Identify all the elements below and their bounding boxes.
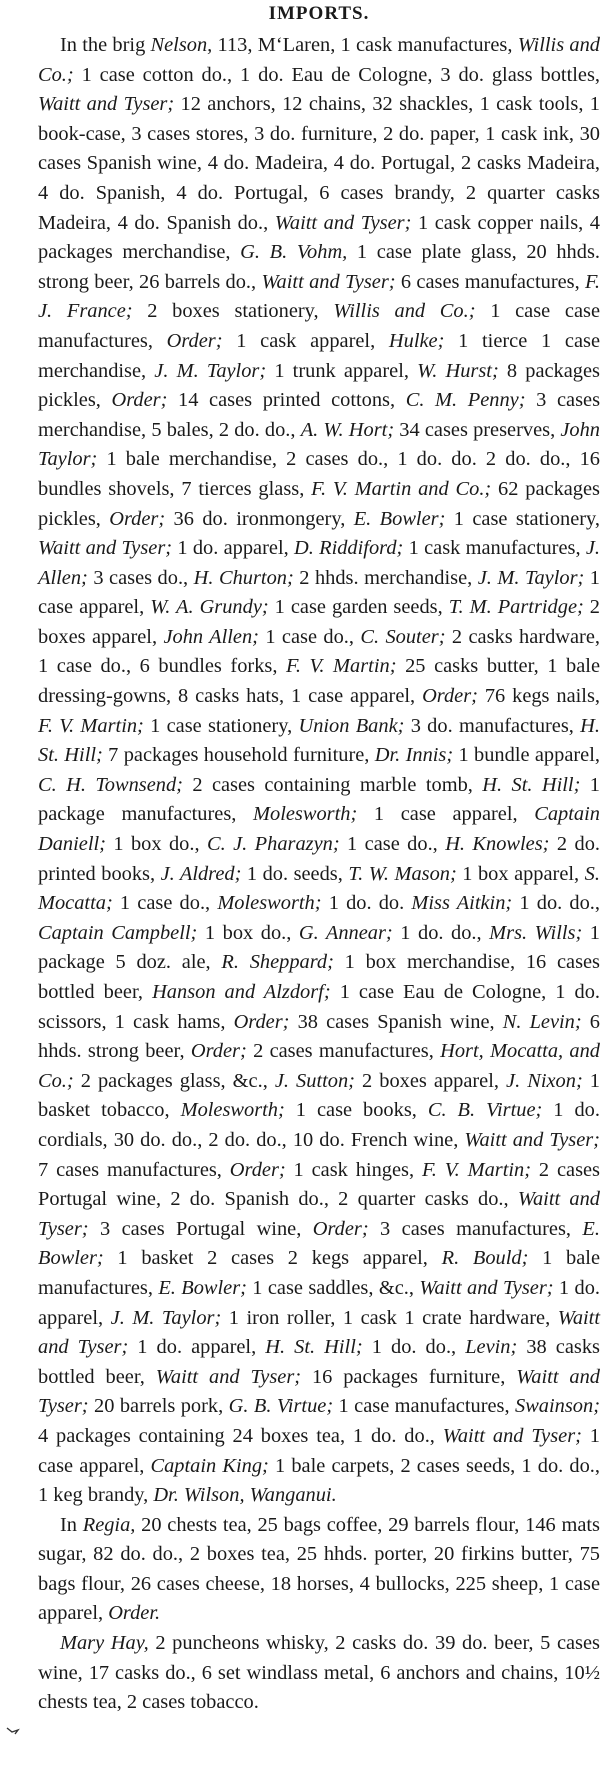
ink-mark-icon: [6, 1726, 20, 1736]
text-run: 2 casks hardware, 1 case do., 6 bundles forks,: [38, 625, 600, 678]
text-run: 76 kegs nails,: [477, 685, 601, 708]
text-run: 1 box apparel,: [456, 862, 585, 885]
italic-name: John Taylor;: [38, 418, 600, 471]
text-run: 1 do. seeds,: [241, 862, 349, 885]
text-run: 2 cases Portugal wine, 2 do. Spanish do., 2 quarter casks do.,: [38, 1158, 600, 1211]
italic-name: Waitt and Tyser;: [38, 1365, 600, 1418]
paragraph-regia: [38, 1511, 600, 1629]
italic-name: Waitt and Tyser;: [155, 1365, 302, 1388]
text-run: 2 packages glass, &c.,: [73, 1069, 275, 1092]
text-run: 1 do. apparel,: [172, 537, 294, 560]
italic-name: Waitt and Tyser;: [38, 1306, 601, 1359]
text-run: 1 case garden seeds,: [268, 596, 449, 619]
text-run: 7 cases manufactures,: [38, 1158, 230, 1181]
text-run: 12 anchors, 12 chains, 32 shackles, 1 cask tools, 1 book-case, 3 cases stores, 3 do. furniture, 2 do. paper, 1 cask ink, 30 cases Spanish wine, 4 do. Madeira, 4 do. Portugal, 2 casks Madeira, 4 do. Spanish, 4 do. Portugal, 6 cases brandy, 2 quarter casks Madeira, 4 do. Spanish do.,: [38, 93, 600, 234]
italic-name: Order;: [233, 1010, 290, 1033]
text-run: 1 bale carpets, 2 cases seeds, 1 do. do., 1 keg brandy,: [38, 1454, 600, 1507]
text-run: 1 do. do.: [321, 892, 412, 915]
text-run: 25 casks butter, 1 bale dressing-gowns, 8 casks hats, 1 case apparel,: [38, 655, 600, 708]
text-run: 1 basket tobacco,: [38, 1069, 600, 1122]
text-run: 62 packages pickles,: [38, 477, 600, 530]
italic-name: R. Sheppard;: [221, 951, 334, 974]
italic-name: Hulke;: [388, 329, 445, 352]
italic-name: F. V. Martin;: [421, 1158, 532, 1181]
text-run: 7 packages household furniture,: [102, 744, 375, 767]
italic-name: Waitt and Tyser;: [464, 1128, 600, 1151]
italic-name: Waitt and Tyser;: [261, 270, 396, 293]
text-run: 2 do. printed books,: [38, 833, 600, 885]
italic-name: Order;: [166, 329, 223, 352]
text-run: 8 packages pickles,: [38, 359, 600, 412]
italic-name: F. V. Martin;: [38, 714, 144, 737]
text-run: 2 puncheons whisky, 2 casks do. 39 do. beer, 5 cases wine, 17 casks do., 6 set windlass metal, 6 anchors and chains, 10½ chests tea, 2 cases tobacco.: [38, 1632, 600, 1714]
italic-name: Dr. Innis;: [374, 744, 454, 767]
italic-name: H. Knowles;: [445, 833, 550, 856]
italic-name: Nelson,: [150, 34, 213, 56]
text-run: 1 case apparel,: [38, 566, 600, 619]
italic-name: Order;: [190, 1040, 247, 1063]
italic-name: C. Souter;: [360, 625, 446, 648]
italic-name: F. V. Martin;: [286, 655, 397, 678]
italic-name: J. M. Taylor;: [477, 566, 585, 589]
text-run: 38 cases Spanish wine,: [289, 1010, 503, 1033]
italic-name: J. Nixon;: [506, 1069, 583, 1092]
text-run: 16 packages furniture,: [301, 1365, 517, 1388]
text-run: 2 hhds. merchandise,: [293, 566, 478, 589]
text-run: 4 packages containing 24 boxes tea, 1 do. do.,: [38, 1424, 443, 1447]
italic-name: J. M. Taylor;: [110, 1306, 222, 1329]
text-run: 1 trunk apparel,: [266, 359, 418, 382]
text-run: 20 barrels pork,: [88, 1395, 229, 1418]
italic-name: Levin;: [465, 1336, 518, 1359]
text-run: 6 hhds. strong beer,: [38, 1010, 601, 1063]
italic-name: Hanson and Alzdorf;: [152, 981, 331, 1003]
italic-name: Molesworth;: [253, 803, 358, 826]
text-run: 1 bale manufactures,: [38, 1247, 600, 1299]
text-run: 1 case stationery,: [445, 507, 601, 530]
italic-name: Regia,: [82, 1513, 136, 1536]
italic-name: T. W. Mason;: [348, 862, 457, 885]
text-run: 1 basket 2 cases 2 kegs apparel,: [103, 1247, 442, 1270]
italic-name: H. St. Hill;: [265, 1336, 363, 1359]
italic-name: Willis and Co.;: [38, 34, 600, 86]
italic-name: Waitt and Tyser;: [419, 1276, 554, 1299]
italic-name: J. Aldred;: [160, 862, 242, 885]
text-run: 3 cases manufactures,: [368, 1217, 583, 1240]
italic-name: G. B. Virtue;: [228, 1395, 334, 1418]
text-run: 3 cases Portugal wine,: [88, 1217, 313, 1240]
text-run: 1 bale merchandise, 2 cases do., 1 do. do. 2 do. do., 16 bundles shovels, 7 tierces glass,: [38, 448, 600, 500]
italic-name: Miss Aitkin;: [411, 892, 513, 915]
italic-name: D. Riddiford;: [294, 537, 404, 560]
italic-name: Order;: [109, 507, 166, 530]
italic-name: J. Sutton;: [274, 1069, 355, 1092]
section-heading: IMPORTS.: [268, 3, 370, 24]
italic-name: Order;: [229, 1158, 286, 1181]
text-run: 1 case do.,: [258, 625, 361, 648]
italic-name: F. J. France;: [38, 270, 600, 323]
text-run: 1 iron roller, 1 cask 1 crate hardware,: [221, 1306, 558, 1329]
italic-name: N. Levin;: [502, 1010, 582, 1033]
italic-name: H. Churton;: [193, 566, 294, 589]
text-run: 14 cases printed cottons,: [167, 389, 406, 412]
text-run: In the brig: [60, 34, 151, 56]
text-run: 1 do. apparel,: [128, 1336, 266, 1359]
text-run: 2 boxes stationery,: [132, 300, 334, 323]
text-run: 1 case do.,: [112, 892, 218, 915]
italic-name: Hort, Mocatta, and Co.;: [38, 1040, 601, 1092]
italic-name: W. A. Grundy;: [150, 596, 269, 619]
text-run: 1 do. cordials, 30 do. do., 2 do. do., 10 do. French wine,: [38, 1099, 600, 1151]
italic-name: Waitt and Tyser;: [38, 537, 173, 560]
text-run: 36 do. ironmongery,: [165, 507, 354, 530]
imports-article: [38, 31, 600, 1718]
italic-name: E. Bowler;: [38, 1217, 600, 1270]
text-run: In: [60, 1513, 83, 1536]
italic-name: J. M. Taylor;: [154, 359, 267, 382]
text-run: 1 cask hinges,: [285, 1158, 422, 1181]
text-run: 1 do. do.,: [362, 1336, 466, 1359]
italic-name: R. Bould;: [441, 1247, 529, 1270]
text-run: 2 cases manufactures,: [246, 1040, 441, 1063]
text-run: 1 do. apparel,: [38, 1276, 600, 1329]
text-run: 113, M‘Laren, 1 cask manufactures,: [212, 34, 518, 56]
text-run: 1 cask copper nails, 4 packages merchandise,: [38, 211, 600, 264]
italic-name: Waitt and Tyser;: [274, 211, 412, 234]
italic-name: Swainson;: [515, 1395, 600, 1418]
text-run: 1 case Eau de Cologne, 1 do. scissors, 1 cask hams,: [38, 981, 600, 1033]
text-run: 2 boxes apparel,: [354, 1069, 507, 1092]
italic-name: A. W. Hort;: [300, 418, 395, 441]
text-run: 38 casks bottled beer,: [38, 1336, 600, 1388]
italic-name: G. Annear;: [298, 921, 393, 944]
italic-name: Captain King;: [150, 1454, 269, 1477]
text-run: 3 cases do.,: [87, 566, 194, 589]
italic-name: Mary Hay,: [60, 1632, 149, 1655]
text-run: 1 case plate glass, 20 hhds. strong beer, 26 barrels do.,: [38, 241, 600, 293]
text-run: 1 package manufactures,: [38, 773, 600, 826]
text-run: 1 cask manufactures,: [403, 537, 586, 560]
italic-name: G. B. Vohm,: [240, 241, 348, 264]
italic-name: Molesworth;: [217, 892, 322, 915]
text-run: 1 case stationery,: [143, 714, 299, 737]
italic-name: H. St. Hill;: [482, 773, 581, 796]
text-run: 3 cases merchandise, 5 bales, 2 do. do.,: [38, 389, 600, 441]
text-run: 1 do. do.,: [392, 921, 490, 944]
text-run: 34 cases preserves,: [394, 418, 561, 441]
italic-name: C. H. Townsend;: [38, 773, 183, 796]
italic-name: E. Bowler;: [353, 507, 446, 530]
italic-name: C. M. Penny;: [405, 389, 526, 412]
italic-name: John Allen;: [163, 625, 259, 648]
text-run: 1 do. do.,: [512, 892, 600, 915]
text-run: 1 case apparel,: [38, 1424, 600, 1477]
text-run: 20 chests tea, 25 bags coffee, 29 barrels flour, 146 mats sugar, 82 do. do., 2 boxes tea, 25 hhds. porter, 20 firkins butter, 75 bags flour, 26 cases cheese, 18 horses, 4 bullocks, 225 sheep, 1 case apparel,: [38, 1513, 600, 1625]
text-run: 1 case books,: [284, 1099, 428, 1122]
text-run: 1 box merchandise, 16 cases bottled beer,: [38, 951, 600, 1003]
italic-name: T. M. Partridge;: [448, 596, 584, 619]
italic-name: Waitt and Tyser;: [38, 1188, 600, 1240]
italic-name: Molesworth;: [180, 1099, 285, 1122]
italic-name: Captain Campbell;: [38, 921, 198, 944]
text-run: 1 case manufactures,: [333, 1395, 516, 1418]
italic-name: S. Mocatta;: [38, 862, 600, 915]
italic-name: Mrs. Wills;: [489, 921, 583, 944]
text-run: 1 case do.,: [339, 833, 446, 856]
italic-name: Dr. Wilson, Wanganui.: [153, 1484, 337, 1507]
italic-name: E. Bowler;: [158, 1276, 247, 1299]
text-run: 2 boxes apparel,: [38, 596, 600, 648]
text-run: 1 case case manufactures,: [38, 300, 601, 352]
italic-name: H. St. Hill;: [38, 714, 600, 767]
text-run: 1 case apparel,: [357, 803, 535, 826]
text-run: 1 case cotton do., 1 do. Eau de Cologne, 3 do. glass bottles,: [73, 63, 600, 86]
italic-name: Willis and Co.;: [333, 300, 476, 323]
text-run: 1 box do.,: [105, 833, 207, 856]
text-run: 6 cases manufactures,: [395, 270, 586, 293]
italic-name: C. J. Pharazyn;: [207, 833, 340, 856]
italic-name: Order.: [108, 1602, 161, 1625]
italic-name: W. Hurst;: [417, 359, 499, 382]
italic-name: Union Bank;: [298, 714, 405, 737]
paragraph-nelson: [38, 31, 600, 1511]
italic-name: J. Allen;: [38, 537, 600, 589]
italic-name: Waitt and Tyser;: [442, 1424, 582, 1447]
paragraph-mary-hay: [38, 1629, 600, 1718]
text-run: 3 do. manufactures,: [404, 714, 581, 737]
italic-name: Order;: [111, 389, 168, 412]
italic-name: C. B. Virtue;: [427, 1099, 543, 1122]
italic-name: Order;: [312, 1217, 369, 1240]
text-run: 1 box do.,: [197, 921, 299, 944]
text-run: 1 case saddles, &c.,: [246, 1276, 420, 1299]
italic-name: Captain Daniell;: [38, 803, 600, 856]
italic-name: Order;: [422, 685, 478, 708]
text-run: 2 cases containing marble tomb,: [182, 773, 483, 796]
text-run: 1 cask apparel,: [222, 329, 389, 352]
italic-name: F. V. Martin and Co.;: [311, 477, 492, 500]
italic-name: Waitt and Tyser;: [38, 93, 175, 116]
text-run: 1 bundle apparel,: [453, 744, 600, 767]
text-run: 1 package 5 doz. ale,: [38, 921, 600, 974]
text-run: 1 tierce 1 case merchandise,: [38, 329, 600, 382]
